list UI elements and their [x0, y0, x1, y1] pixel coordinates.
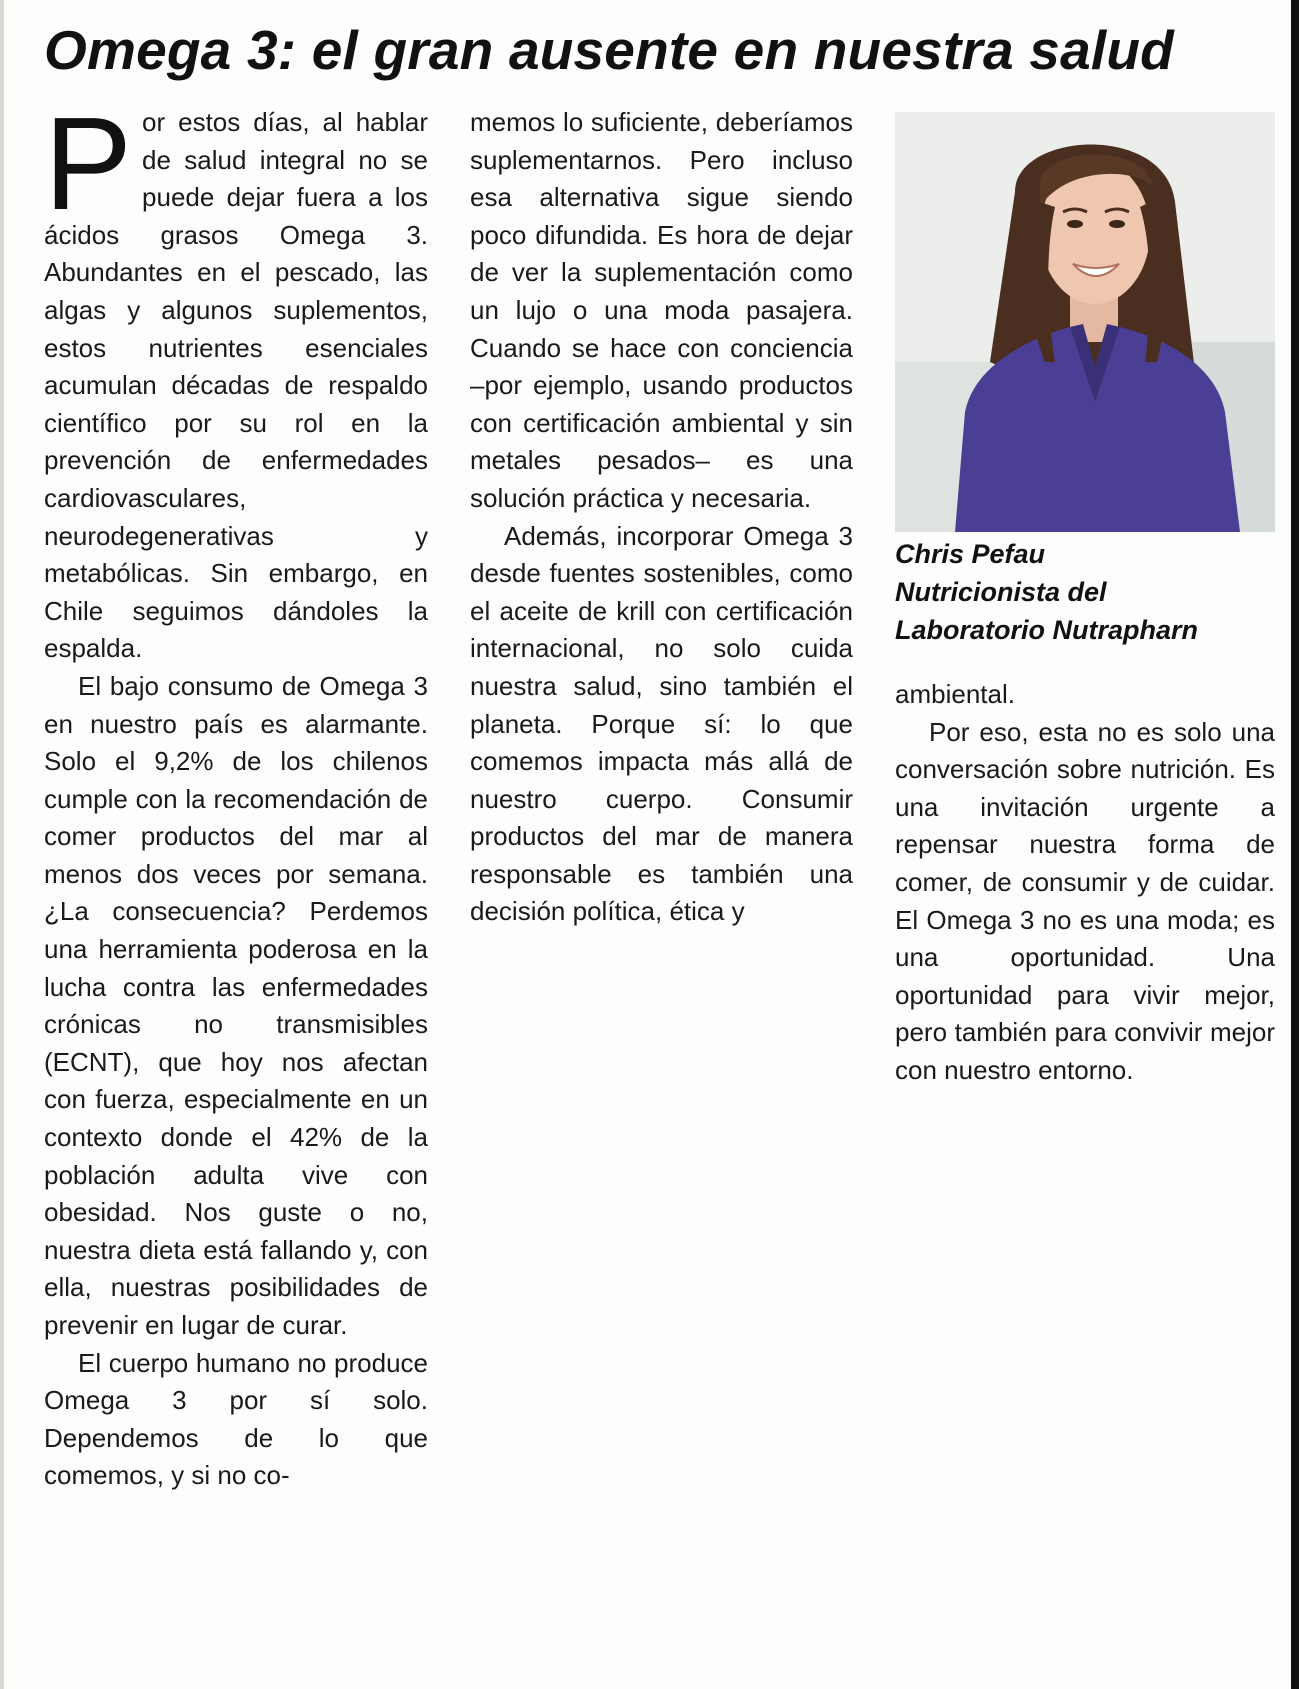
paragraph-text: or estos días, al hablar de salud integral no se puede dejar fuera a los ácidos grasos Omega 3. Abundantes en el pescado, las algas y algunos suplementos, estos nutrientes esenciales acumulan décadas de respaldo científico por su rol en la prevención de enfermedades cardiovasculares, neurodegenerativas y metabólicas. Sin embargo, en Chile seguimos dándoles la espalda. [44, 107, 428, 664]
paragraph [44, 90, 428, 668]
page-edge-right [1291, 0, 1299, 1689]
article-column-2 [470, 104, 853, 931]
caption-organization: Laboratorio Nutrapharn [895, 615, 1199, 645]
paragraph: ambiental. [895, 679, 1015, 709]
caption-role: Nutricionista del [895, 577, 1107, 607]
page-edge-left [0, 0, 4, 1689]
paragraph: Además, incorporar Omega 3 desde fuentes sostenibles, como el aceite de krill con certificación internacional, no solo cuida nuestra salud, sino también el planeta. Porque sí: lo que comemos impacta más allá de nuestro cuerpo. Consumir productos del mar de manera responsable es también una decisión política, ética y [470, 520, 853, 927]
paragraph: El cuerpo humano no produce Omega 3 por sí solo. Dependemos de lo que comemos, y si no co- [44, 1347, 428, 1491]
caption-name: Chris Pefau [895, 539, 1046, 569]
paragraph: memos lo suficiente, deberíamos suplementarnos. Pero incluso esa alternativa sigue siendo poco difundida. Es hora de dejar de ver la suplementación como un lujo o una moda pasajera. Cuando se hace con conciencia –por ejemplo, usando productos con certificación ambiental y sin metales pesados– es una solución práctica y necesaria. [470, 107, 853, 513]
paragraph: El bajo consumo de Omega 3 en nuestro país es alarmante. Solo el 9,2% de los chilenos cumple con la recomendación de comer productos del mar al menos dos veces por semana. ¿La consecuencia? Perdemos una herramienta poderosa en la lucha contra las enfermedades crónicas no transmisibles (ECNT), que hoy nos afectan con fuerza, especialmente en un contexto donde el 42% de la población adulta vive con obesidad. Nos guste o no, nuestra dieta está fallando y, con ella, nuestras posibilidades de prevenir en lugar de curar. [44, 670, 428, 1340]
photo-caption [895, 535, 1285, 649]
paragraph: Por eso, esta no es solo una conversación sobre nutrición. Es una invitación urgente a repensar nuestra forma de comer, de consumir y de cuidar. El Omega 3 no es una moda; es una oportunidad. Una oportunidad para vivir mejor, pero también para convivir mejor con nuestro entorno. [895, 716, 1275, 1085]
article-column-1 [44, 90, 428, 1495]
author-portrait-image [895, 112, 1275, 532]
article-column-3 [895, 676, 1275, 1090]
author-photo [895, 112, 1275, 532]
article-headline: Omega 3: el gran ausente en nuestra salud [44, 19, 1174, 81]
drop-cap: P [44, 90, 133, 237]
